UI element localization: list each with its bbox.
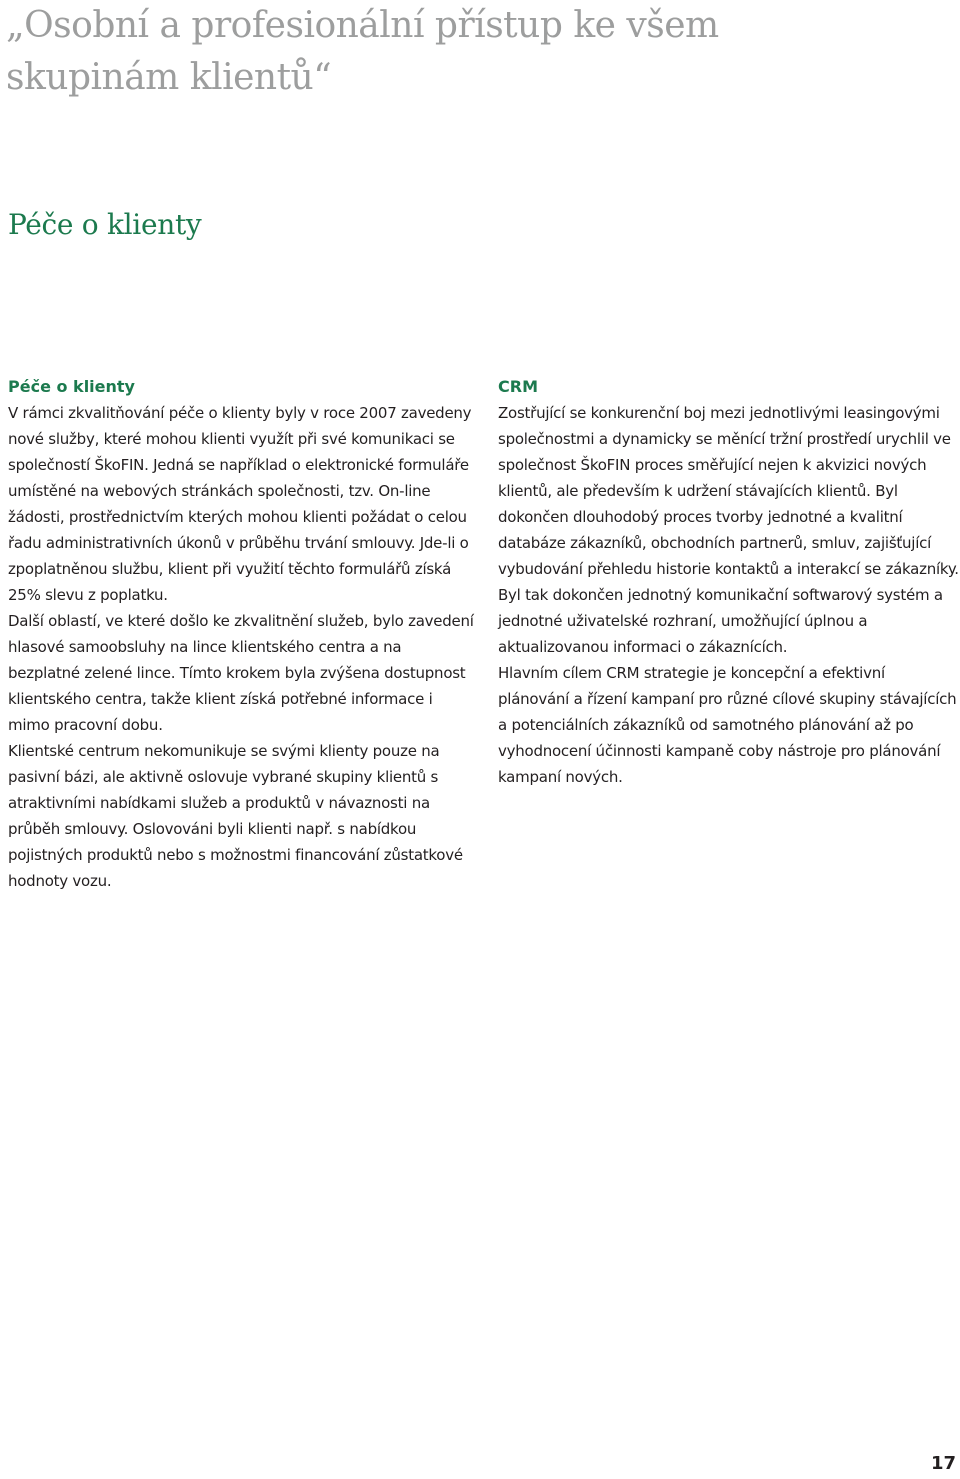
left-paragraph-3: Klientské centrum nekomunikuje se svými klienty pouze na pasivní bázi, ale aktivně oslovuje vybrané skupiny klientů s atraktivními nabídkami služeb a produktů v návaznosti na průběh smlouvy. Oslovováni byli klienti např. s nabídkou pojistných produktů nebo s možnostmi financování zůstatkové hodnoty vozu. bbox=[8, 742, 463, 890]
left-paragraph-2: Další oblastí, ve které došlo ke zkvalitnění služeb, bylo zavedení hlasové samoobsluhy na lince klientského centra a na bezplatné zelené lince. Tímto krokem byla zvýšena dostupnost klientského centra, takže klient získá potřebné informace i mimo pracovní dobu. bbox=[8, 612, 474, 734]
left-column bbox=[8, 374, 476, 894]
pull-quote-title: „Osobní a profesionální přístup ke všem skupinám klientů“ bbox=[6, 5, 719, 98]
right-column bbox=[498, 374, 960, 790]
right-column-heading: CRM bbox=[498, 377, 538, 396]
right-paragraph-1: Zostřující se konkurenční boj mezi jednotlivými leasingovými společnostmi a dynamicky se měnící tržní prostředí urychlil ve společnost ŠkoFIN proces směřující nejen k akvizici nových klientů, ale především k udržení stávajících klientů. Byl dokončen dlouhodobý proces tvorby jednotné a kvalitní databáze zákazníků, obchodních partnerů, smluv, zajišťující vybudování přehledu historie kontaktů a interakcí se zákazníky. Byl tak dokončen jednotný komunikační softwarový systém a jednotné uživatelské rozhraní, umožňující úplnou a aktualizovanou informaci o zákaznících. bbox=[498, 404, 959, 656]
right-paragraph-2: Hlavním cílem CRM strategie je koncepční a efektivní plánování a řízení kampaní pro různé cílové skupiny stávajících a potenciálních zákazníků od samotného plánování až po vyhodnocení účinnosti kampaně coby nástroje pro plánování kampaní nových. bbox=[498, 664, 957, 786]
left-paragraph-1: V rámci zkvalitňování péče o klienty byly v roce 2007 zavedeny nové služby, které mohou klienti využít při své komunikaci se společností ŠkoFIN. Jedná se například o elektronické formuláře umístěné na webových stránkách společnosti, tzv. On-line žádosti, prostřednictvím kterých mohou klienti požádat o celou řadu administrativních úkonů v průběhu trvání smlouvy. Jde-li o zpoplatněnou službu, klient při využití těchto formulářů získá 25% slevu z poplatku. bbox=[8, 404, 472, 604]
page-number: 17 bbox=[930, 1453, 956, 1474]
left-column-heading: Péče o klienty bbox=[8, 377, 135, 396]
section-title: Péče o klienty bbox=[8, 208, 202, 241]
